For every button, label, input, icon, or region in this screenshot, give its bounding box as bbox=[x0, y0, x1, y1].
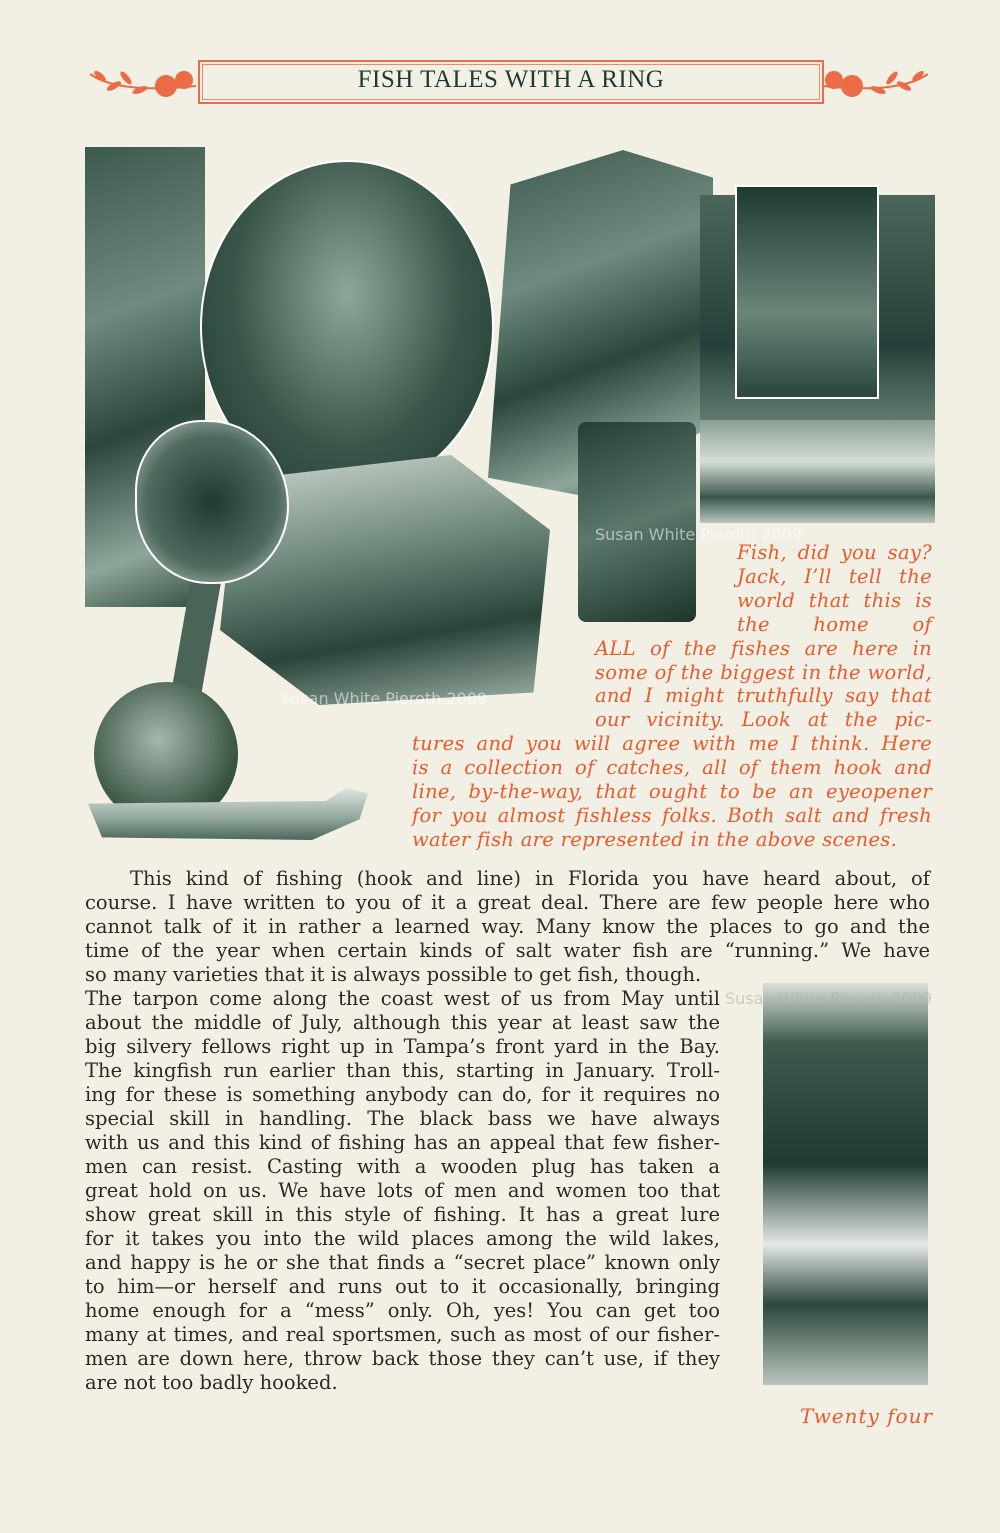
caption-line: for you almost fishless folks. Both salt and fresh bbox=[412, 803, 932, 827]
caption-line: ALL of the fishes are here in bbox=[595, 636, 932, 660]
body-text-line: so many varieties that it is always possible to get fish, though. bbox=[85, 963, 702, 986]
body-text-line: about the middle of July, although this year at least saw the bbox=[85, 1011, 720, 1034]
caption-line: our vicinity. Look at the pic- bbox=[595, 708, 932, 732]
body-text-line: The kingfish run earlier than this, starting in January. Troll- bbox=[85, 1059, 720, 1082]
body-text-line: and happy is he or she that finds a “secret place” known only bbox=[85, 1251, 720, 1274]
body-text-line: special skill in handling. The black bass we have always bbox=[85, 1107, 720, 1130]
watermark: Susan White Pieroth 2009 bbox=[595, 525, 803, 544]
caption-line: water fish are represented in the above scenes. bbox=[412, 827, 898, 851]
body-text-line: ing for these is something anybody can do, for it requires no bbox=[85, 1083, 720, 1106]
caption-line: Fish, did you say? bbox=[737, 541, 932, 564]
body-text-line: time of the year when certain kinds of salt water fish are “running.” We have bbox=[85, 939, 930, 962]
page-title: FISH TALES WITH A RING bbox=[357, 66, 665, 93]
caption-line: line, by-the-way, that ought to be an eyeopener bbox=[412, 780, 932, 803]
watermark: Susan White Pieroth 2009 bbox=[725, 989, 933, 1008]
page-number: Twenty four bbox=[800, 1404, 934, 1428]
body-text-line: great hold on us. We have lots of men and women too that bbox=[85, 1179, 720, 1202]
caption-line: world that this is bbox=[737, 588, 932, 612]
watermark: Susan White Pieroth 2009 bbox=[280, 689, 488, 708]
body-text-line: with us and this kind of fishing has an appeal that few fisher- bbox=[85, 1131, 720, 1154]
body-text-line: big silvery fellows right up in Tampa’s front yard in the Bay. bbox=[85, 1035, 720, 1058]
body-text-line: to him—or herself and runs out to it occasionally, bringing bbox=[85, 1275, 720, 1298]
caption-line: is a collection of catches, all of them hook and bbox=[412, 756, 932, 780]
orange-branch-ornament-left bbox=[88, 64, 196, 100]
photo-shoreline bbox=[578, 422, 696, 622]
body-text-line: are not too badly hooked. bbox=[85, 1371, 338, 1394]
caption-line: Jack, I’ll tell the bbox=[737, 564, 932, 588]
body-text-line: The tarpon come along the coast west of us from May until bbox=[85, 987, 720, 1010]
body-text-line: This kind of fishing (hook and line) in Florida you have heard about, of bbox=[130, 867, 930, 890]
caption-line: the home of bbox=[737, 612, 932, 636]
body-text-line: home enough for a “mess” only. Oh, yes! You can get too bbox=[85, 1299, 720, 1322]
body-text-line: many at times, and real sportsmen, such as most of our fisher- bbox=[85, 1323, 720, 1346]
caption-line: tures and you will agree with me I think. Here bbox=[412, 732, 932, 756]
caption-line: some of the biggest in the world, bbox=[595, 660, 932, 684]
body-text-line: cannot talk of it in rather a learned way. Many know the places to go and the bbox=[85, 915, 930, 938]
photo-two-men-cutout bbox=[735, 185, 879, 399]
body-text-line: course. I have written to you of it a great deal. There are few people here who bbox=[85, 891, 930, 914]
photo-palm-tree-lake bbox=[763, 983, 928, 1385]
body-text-line: show great skill in this style of fishing. It has a great lure bbox=[85, 1203, 720, 1226]
body-text-line: men are down here, throw back those they can’t use, if they bbox=[85, 1347, 720, 1370]
body-text-line: for it takes you into the wild places among the wild lakes, bbox=[85, 1227, 720, 1250]
caption-line: and I might truthfully say that bbox=[595, 684, 932, 708]
orange-branch-ornament-right bbox=[822, 64, 930, 100]
photo-boat-on-lake bbox=[700, 420, 935, 523]
body-text-line: men can resist. Casting with a wooden plug has taken a bbox=[85, 1155, 720, 1178]
